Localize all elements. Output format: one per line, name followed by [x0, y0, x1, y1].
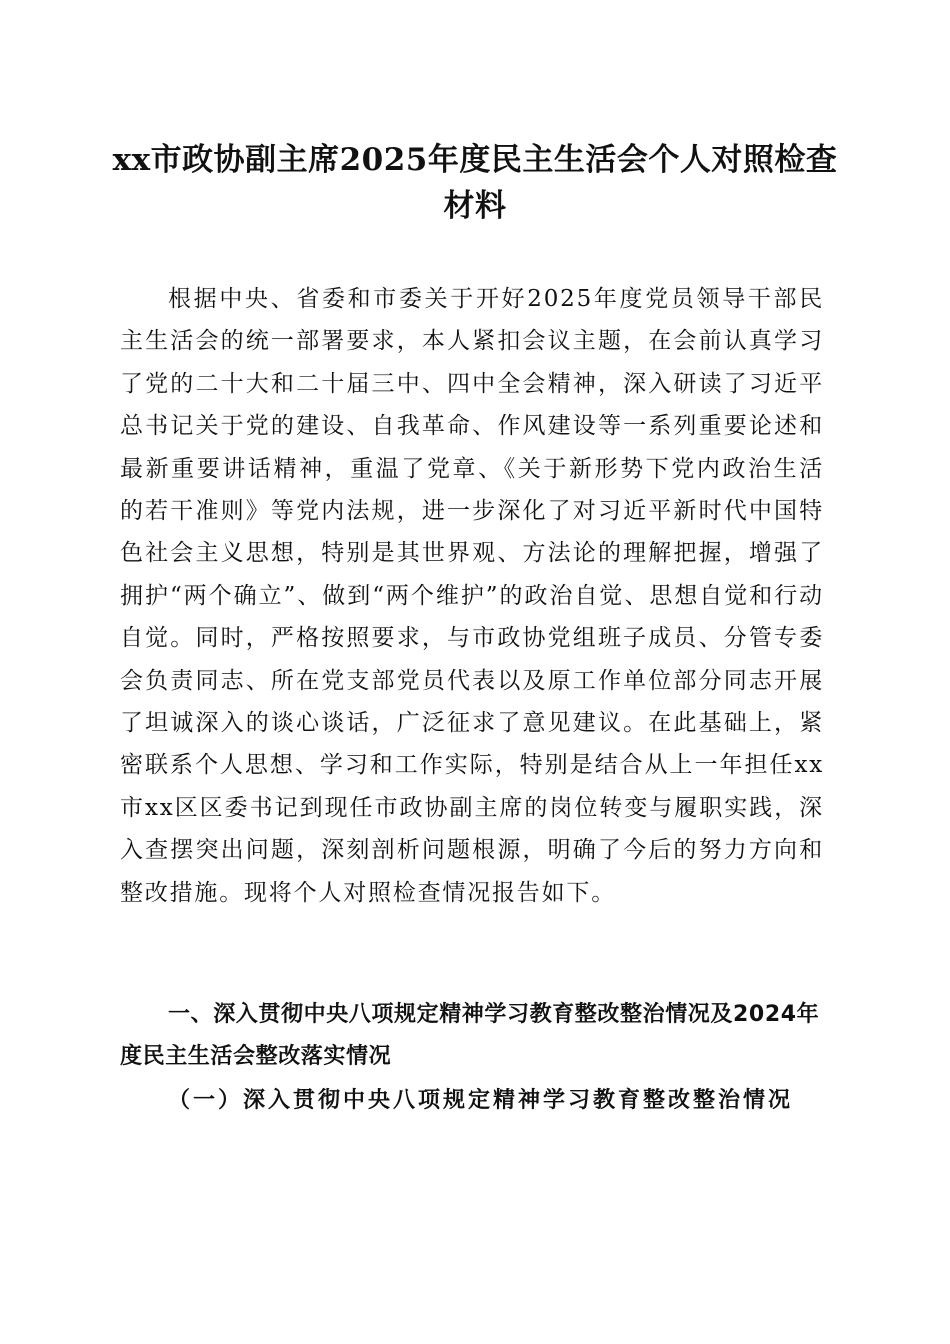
subsection-heading-1: （一）深入贯彻中央八项规定精神学习教育整改整治情况	[168, 1087, 794, 1113]
section-heading-1: 一、深入贯彻中央八项规定精神学习教育整改整治情况及2024年度民主生活会整改落实情况	[120, 1002, 820, 1069]
intro-paragraph: 根据中央、省委和市委关于开好2025年度党员领导干部民主生活会的统一部署要求，本人紧扣会议主题，在会前认真学习了党的二十大和二十届三中、四中全会精神，深入研读了习近平总书记关于党的建设、自我革命、作风建设等一系列重要论述和最新重要讲话精神，重温了党章、《关于新形势下党内政治生活的若干准则》等党内法规，进一步深化了对习近平新时代中国特色社会主义思想，特别是其世界观、方法论的理解把握，增强了拥护“两个确立”、做到“两个维护”的政治自觉、思想自觉和行动自觉。同时，严格按照要求，与市政协党组班子成员、分管专委会负责同志、所在党支部党员代表以及原工作单位部分同志开展了坦诚深入的谈心谈话，广泛征求了意见建议。在此基础上，紧密联系个人思想、学习和工作实际，特别是结合从上一年担任xx市xx区区委书记到现任市政协副主席的岗位转变与履职实践，深入查摆突出问题，深刻剖析问题根源，明确了今后的努力方向和整改措施。现将个人对照检查情况报告如下。	[120, 286, 824, 906]
document-title: xx市政协副主席2025年度民主生活会个人对照检查材料	[112, 142, 838, 224]
